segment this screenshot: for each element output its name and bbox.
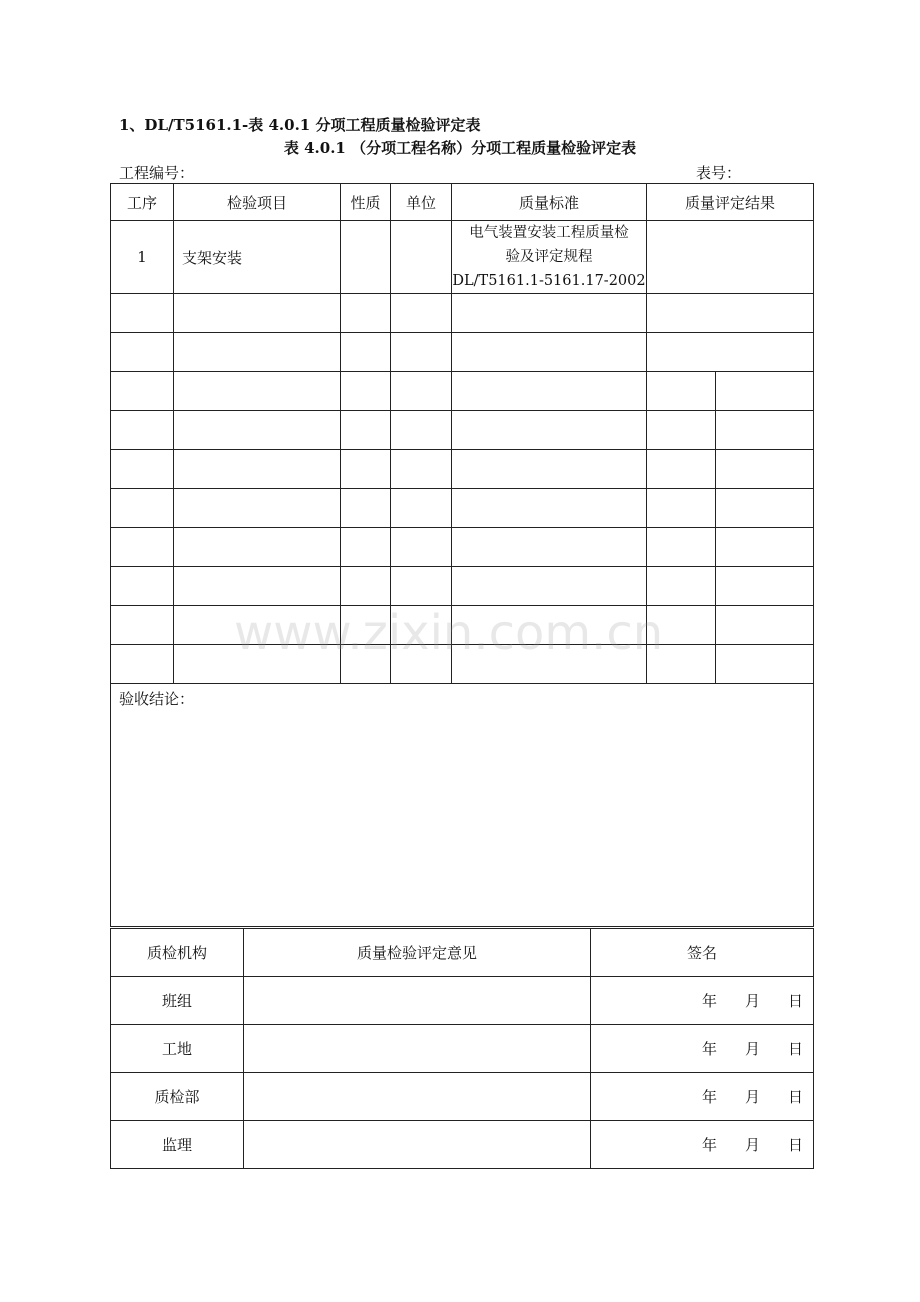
signature-date-cell[interactable] [591, 1025, 814, 1073]
table-row [111, 645, 814, 684]
cell[interactable] [452, 294, 647, 333]
cell[interactable] [111, 294, 174, 333]
cell[interactable] [391, 606, 452, 645]
signature-date-cell[interactable] [591, 1121, 814, 1169]
row-nature[interactable] [341, 221, 391, 294]
watermark-text: www.zixin.com.cn [234, 605, 664, 661]
header-nature: 性质 [341, 184, 391, 221]
cell[interactable] [391, 450, 452, 489]
date-month: 月 [744, 1040, 760, 1058]
cell[interactable] [174, 489, 341, 528]
cell[interactable] [647, 606, 716, 645]
signoff-row [111, 1121, 814, 1169]
table-row [111, 333, 814, 372]
row-unit[interactable] [391, 221, 452, 294]
standard-line-1: 电气装置安装工程质量检 [469, 225, 629, 241]
project-number-label: 工程编号： [119, 164, 195, 182]
cell[interactable] [716, 645, 814, 684]
date-day: 日 [787, 1088, 803, 1106]
cell[interactable] [341, 489, 391, 528]
cell[interactable] [716, 411, 814, 450]
table-row [111, 221, 814, 294]
cell[interactable] [647, 567, 716, 606]
document-heading: 1、DL/T5161.1-表 4.0.1 分项工程质量检验评定表 [119, 116, 481, 134]
table-row [111, 567, 814, 606]
cell[interactable] [111, 450, 174, 489]
cell[interactable] [452, 567, 647, 606]
cell[interactable] [391, 372, 452, 411]
cell[interactable] [647, 528, 716, 567]
signature-date-cell[interactable] [591, 977, 814, 1025]
cell[interactable] [174, 528, 341, 567]
cell[interactable] [341, 333, 391, 372]
cell[interactable] [341, 567, 391, 606]
row-standard [452, 221, 647, 294]
conclusion-row [111, 684, 814, 927]
cell[interactable] [391, 489, 452, 528]
cell[interactable] [174, 645, 341, 684]
cell[interactable] [716, 372, 814, 411]
header-unit: 单位 [391, 184, 452, 221]
org-name: 监理 [111, 1121, 244, 1169]
signoff-row [111, 1025, 814, 1073]
cell[interactable] [452, 372, 647, 411]
cell[interactable] [391, 411, 452, 450]
cell[interactable] [452, 489, 647, 528]
table-header-row [111, 184, 814, 221]
date-year: 年 [701, 992, 717, 1010]
cell[interactable] [716, 489, 814, 528]
cell[interactable] [341, 294, 391, 333]
cell[interactable] [452, 411, 647, 450]
date-month: 月 [744, 1088, 760, 1106]
cell[interactable] [391, 567, 452, 606]
cell[interactable] [111, 489, 174, 528]
opinion-cell[interactable] [244, 1025, 591, 1073]
date-year: 年 [701, 1088, 717, 1106]
cell[interactable] [111, 567, 174, 606]
header-opinion: 质量检验评定意见 [244, 929, 591, 977]
header-signature: 签名 [591, 929, 814, 977]
cell[interactable] [111, 606, 174, 645]
header-standard: 质量标准 [452, 184, 647, 221]
signoff-table [110, 928, 814, 1169]
signature-date-cell[interactable] [591, 1073, 814, 1121]
date-month: 月 [744, 1136, 760, 1154]
cell[interactable] [111, 645, 174, 684]
cell[interactable] [341, 528, 391, 567]
cell[interactable] [111, 411, 174, 450]
cell[interactable] [391, 528, 452, 567]
table-title: 表 4.0.1 （分项工程名称）分项工程质量检验评定表 [283, 139, 637, 157]
cell[interactable] [341, 411, 391, 450]
cell[interactable] [647, 372, 716, 411]
cell[interactable] [341, 645, 391, 684]
cell[interactable] [391, 294, 452, 333]
date-day: 日 [787, 1040, 803, 1058]
header-step: 工序 [111, 184, 174, 221]
table-row [111, 606, 814, 645]
table-row [111, 372, 814, 411]
cell[interactable] [391, 645, 452, 684]
opinion-cell[interactable] [244, 1073, 591, 1121]
cell[interactable] [174, 567, 341, 606]
header-result: 质量评定结果 [647, 184, 814, 221]
cell[interactable] [647, 411, 716, 450]
table-row [111, 411, 814, 450]
standard-line-2: 验及评定规程 [505, 249, 593, 265]
cell[interactable] [716, 606, 814, 645]
cell[interactable] [174, 450, 341, 489]
date-year: 年 [701, 1136, 717, 1154]
cell[interactable] [452, 333, 647, 372]
signoff-row [111, 977, 814, 1025]
cell[interactable] [716, 567, 814, 606]
inspection-table [110, 183, 814, 927]
org-name: 工地 [111, 1025, 244, 1073]
opinion-cell[interactable] [244, 977, 591, 1025]
signoff-header-row [111, 929, 814, 977]
org-name: 质检部 [111, 1073, 244, 1121]
signoff-row [111, 1073, 814, 1121]
cell[interactable] [716, 528, 814, 567]
table-row [111, 489, 814, 528]
date-day: 日 [787, 1136, 803, 1154]
cell[interactable] [647, 645, 716, 684]
cell[interactable] [452, 528, 647, 567]
cell[interactable] [452, 606, 647, 645]
form-number-label: 表号： [696, 164, 742, 182]
conclusion-cell[interactable] [111, 684, 814, 927]
row-item: 支架安装 [174, 221, 341, 294]
cell[interactable] [647, 450, 716, 489]
date-year: 年 [701, 1040, 717, 1058]
cell[interactable] [647, 333, 814, 372]
cell[interactable] [174, 294, 341, 333]
opinion-cell[interactable] [244, 1121, 591, 1169]
table-row [111, 528, 814, 567]
header-org: 质检机构 [111, 929, 244, 977]
cell[interactable] [716, 450, 814, 489]
cell[interactable] [174, 606, 341, 645]
cell[interactable] [111, 372, 174, 411]
date-month: 月 [744, 992, 760, 1010]
cell[interactable] [341, 606, 391, 645]
org-name: 班组 [111, 977, 244, 1025]
cell[interactable] [452, 450, 647, 489]
row-step: 1 [111, 221, 174, 294]
cell[interactable] [111, 528, 174, 567]
standard-line-3: DL/T5161.1-5161.17-2002 [452, 273, 646, 289]
cell[interactable] [341, 372, 391, 411]
cell[interactable] [391, 333, 452, 372]
cell[interactable] [341, 450, 391, 489]
header-item: 检验项目 [174, 184, 341, 221]
cell[interactable] [647, 489, 716, 528]
cell[interactable] [647, 294, 814, 333]
row-result[interactable] [647, 221, 814, 294]
cell[interactable] [174, 372, 341, 411]
date-day: 日 [787, 992, 803, 1010]
table-row [111, 450, 814, 489]
cell[interactable] [174, 411, 341, 450]
cell[interactable] [174, 333, 341, 372]
cell[interactable] [452, 645, 647, 684]
conclusion-label: 验收结论： [119, 690, 195, 708]
table-row [111, 294, 814, 333]
cell[interactable] [111, 333, 174, 372]
